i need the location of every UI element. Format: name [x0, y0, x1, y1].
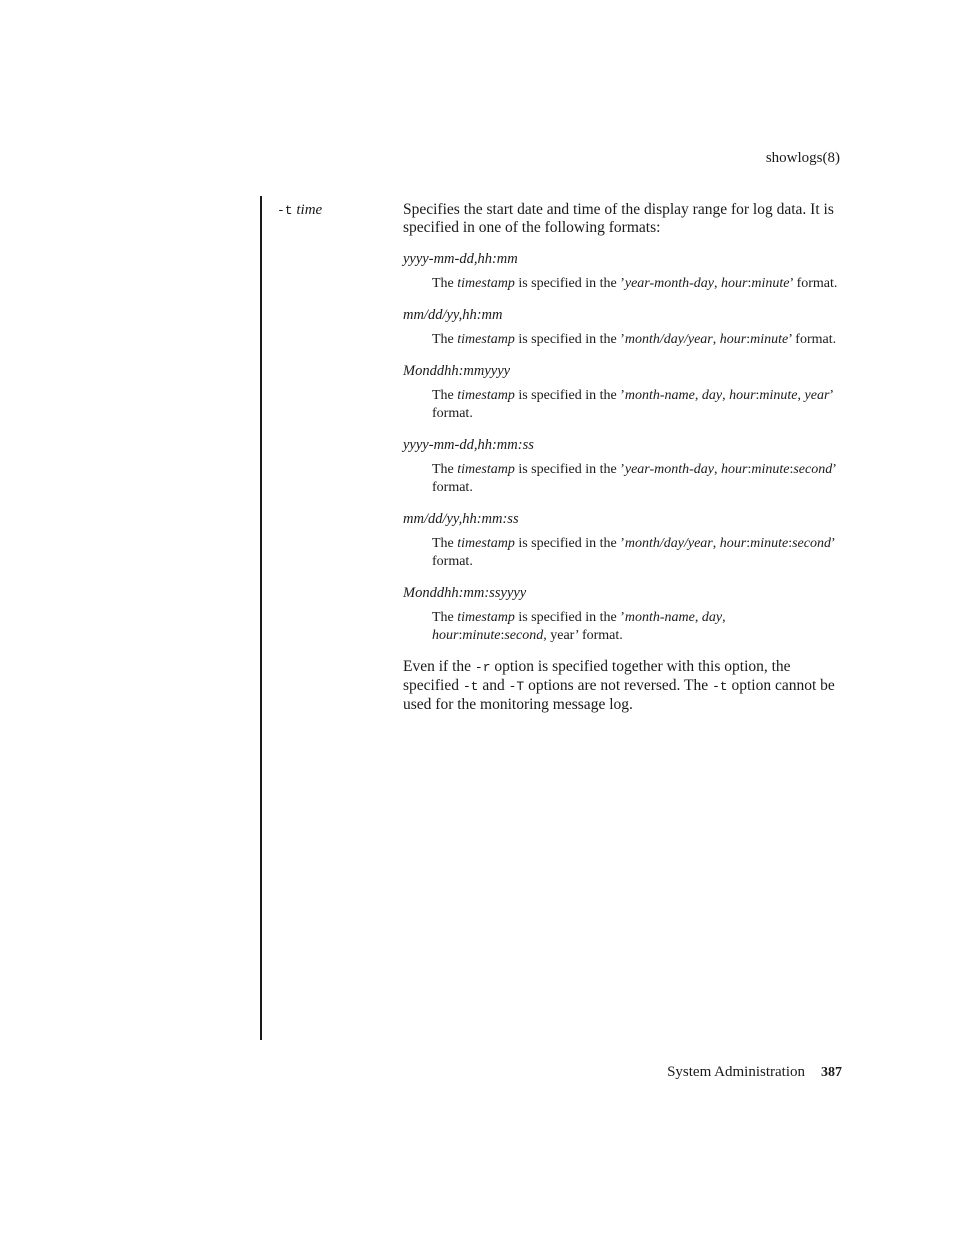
- format-term: mm/dd/yy,hh:mm: [403, 307, 503, 323]
- page-footer: [667, 1063, 842, 1082]
- usage-note: Even if the -r option is specified together with this option, the specified -t and -T options are not reversed. The -t option cannot be used for the monitoring message log.: [403, 658, 835, 713]
- format-item: [403, 362, 843, 423]
- format-term: yyyy-mm-dd,hh:mm:ss: [403, 437, 534, 453]
- footer-section-title: System Administration: [667, 1064, 805, 1080]
- format-item: [403, 306, 843, 349]
- page-number: 387: [821, 1065, 842, 1080]
- format-description: The timestamp is specified in the ’month-name, day, hour:minute, year’ format.: [432, 388, 834, 421]
- option-description: [403, 201, 843, 714]
- format-term: Monddhh:mm:ssyyyy: [403, 585, 527, 601]
- format-term: yyyy-mm-dd,hh:mm: [403, 251, 518, 267]
- option-flag: -t: [277, 203, 293, 218]
- format-term: Monddhh:mmyyyy: [403, 363, 511, 379]
- format-item: [403, 250, 843, 293]
- running-head: showlogs(8): [765, 150, 840, 166]
- format-item: [403, 584, 843, 645]
- format-description: The timestamp is specified in the ’year-month-day, hour:minute’ format.: [432, 276, 838, 291]
- format-item: [403, 436, 843, 497]
- format-description: The timestamp is specified in the ’month/day/year, hour:minute:second’ format.: [432, 536, 835, 569]
- change-bar: [260, 196, 262, 1040]
- format-item: [403, 510, 843, 571]
- format-description: The timestamp is specified in the ’month-name, day, hour:minute:second, year’ format.: [432, 610, 726, 643]
- format-term: mm/dd/yy,hh:mm:ss: [403, 511, 519, 527]
- option-term: [277, 201, 322, 220]
- format-description: The timestamp is specified in the ’month/day/year, hour:minute’ format.: [432, 332, 837, 347]
- format-list: [403, 250, 843, 645]
- format-description: The timestamp is specified in the ’year-month-day, hour:minute:second’ format.: [432, 462, 836, 495]
- option-argument: time: [296, 202, 323, 218]
- option-intro: Specifies the start date and time of the display range for log data. It is specified in one of the following formats:: [403, 201, 834, 236]
